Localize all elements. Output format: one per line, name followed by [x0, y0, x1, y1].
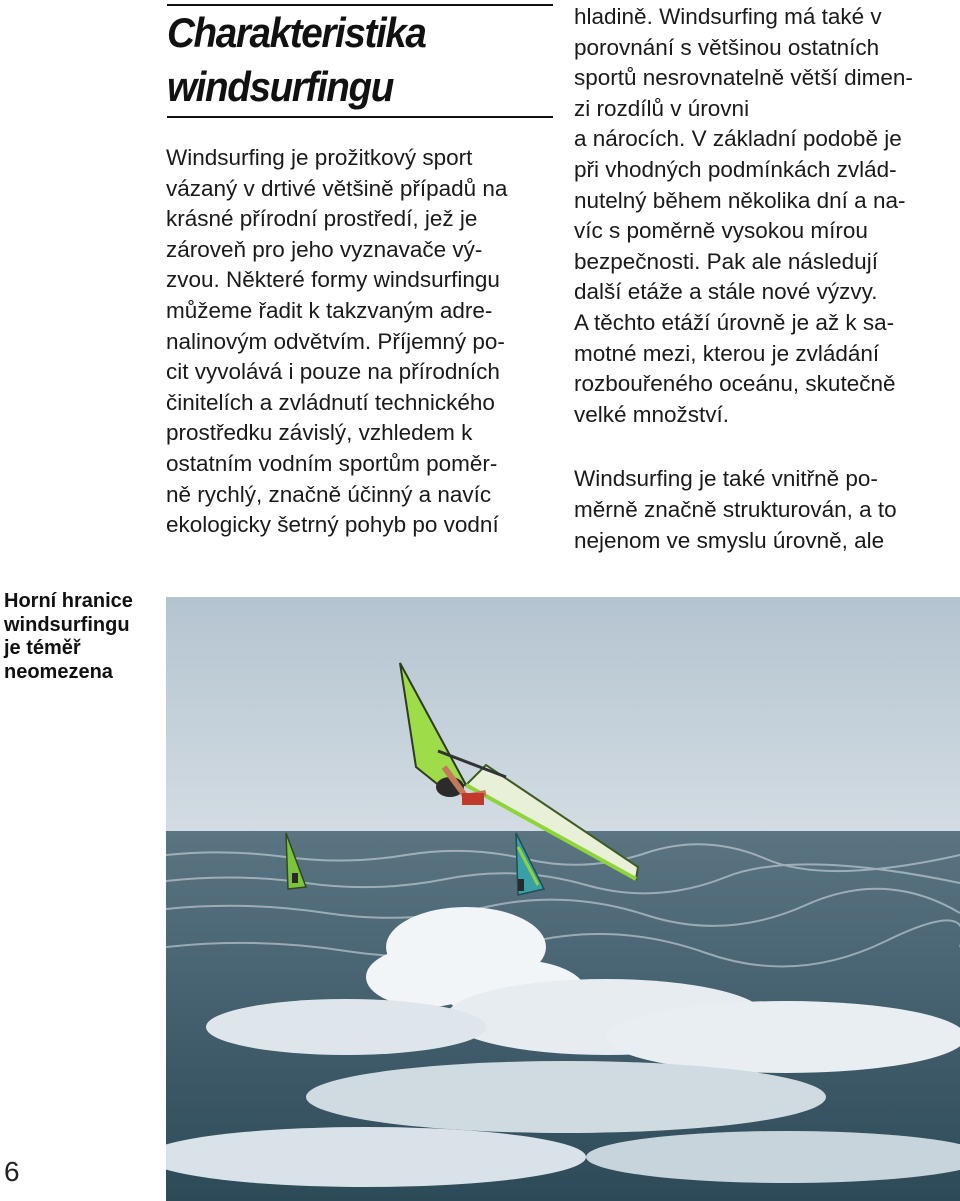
figure-caption: Horní hranice windsurfingu je téměř neomezena — [4, 590, 133, 683]
paragraph: hladině. Windsurfing má také v porovnání s většinou ostatních sportů nesrovnatelně větší dimen- zi rozdílů v úrovni a nárocích. V základní podobě je při vhodných podmínkách zvlád- nutelný během několika dní a na- víc s poměrně vysokou mírou bezpečnosti. Pak ale následují další etáže a stále nové výzvy. A těchto etáží úrovně je až k sa- motné mezi, kterou je zvládání rozbouřeného oceánu, skutečně velké množství. — [574, 4, 913, 427]
title-bottom-rule — [167, 116, 553, 118]
windsurfing-photo — [166, 597, 960, 1201]
article-title: Charakteristika windsurfingu — [167, 9, 426, 110]
paragraph: Windsurfing je prožitkový sport vázaný v drtivé většině případů na krásné přírodní prostředí, jež je zároveň pro jeho vyznavače vý- zvou. Některé formy windsurfingu můžeme řadit k takzvaným adre- nalinovým odvětvím. Příjemný po- cit vyvolává i pouze na přírodních činitelích a zvládnutí technického prostředku závislý, vzhledem k ostatním vodním sportům poměr- ně rychlý, značně účinný a navíc ekologicky šetrný pohyb po vodní — [166, 145, 508, 538]
paragraph: Windsurfing je také vnitřně po- měrně značně strukturován, a to nejenom ve smyslu úrovně, ale — [574, 466, 897, 553]
text-column-right — [574, 2, 960, 556]
page-number: 6 — [4, 1156, 20, 1187]
sky — [166, 597, 960, 833]
text-column-left — [166, 143, 566, 541]
